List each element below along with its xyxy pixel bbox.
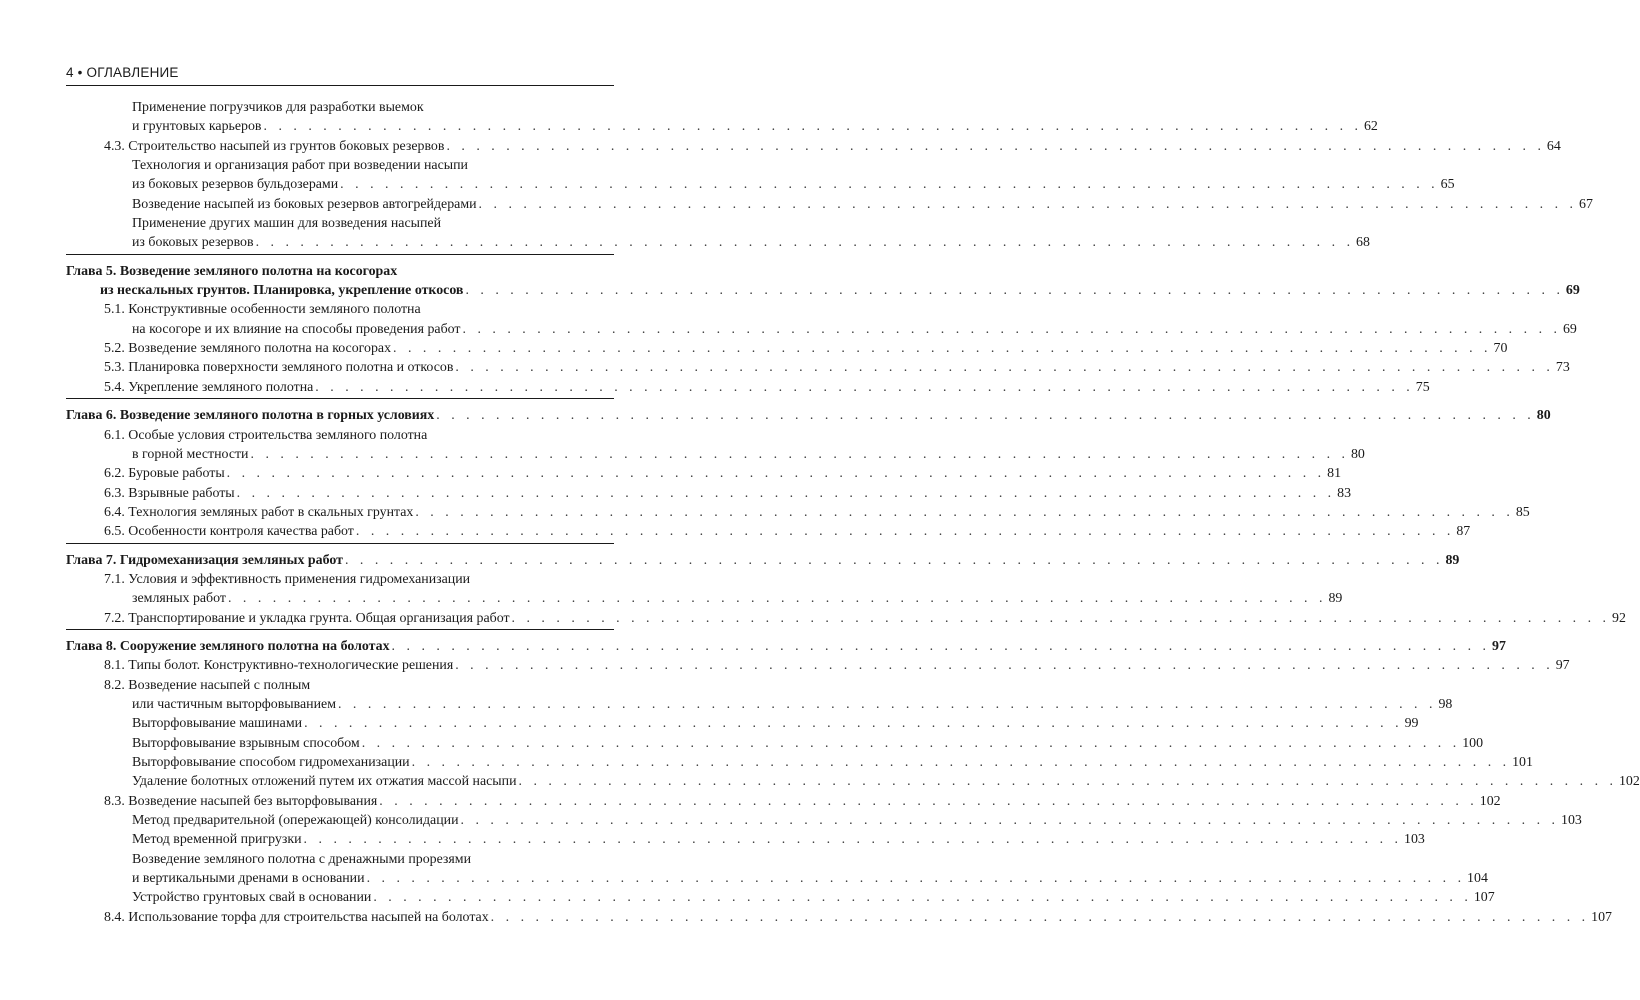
toc-entry: в горной местности . . . . . . . . . . . . . . . . . . . . . . . . . . . . . . . . . . . . . . . . . . . . . . . . . . . . . . . . . . . . . . . . . . . . . . . . . . 80 <box>66 445 614 464</box>
toc-entry: Метод временной пригрузки . . . . . . . . . . . . . . . . . . . . . . . . . . . . . . . . . . . . . . . . . . . . . . . . . . . . . . . . . . . . . . . . . . . . . . . . . . 103 <box>66 830 614 849</box>
leader-dots: . . . . . . . . . . . . . . . . . . . . . . . . . . . . . . . . . . . . . . . . . . . . . . . . . . . . . . . . . . . . . . . . . . . . . . . . . . <box>446 138 1545 154</box>
toc-entry: 6.1. Особые условия строительства земляного полотна <box>104 427 428 443</box>
chapter-separator <box>66 629 614 637</box>
chapter-heading: Глава 5. Возведение земляного полотна на косогорах <box>66 263 398 279</box>
toc-entry: Удаление болотных отложений путем их отжатия массой насыпи . . . . . . . . . . . . . . . . . . . . . . . . . . . . . . . . . . . . . . . . . . . . . . . . . . . . . . . . . . . . . . . . . . . . . . . . . . 102 <box>66 772 614 791</box>
leader-dots: . . . . . . . . . . . . . . . . . . . . . . . . . . . . . . . . . . . . . . . . . . . . . . . . . . . . . . . . . . . . . . . . . . . . . . . . . . <box>391 638 1491 654</box>
chapter-heading: Глава 8. Сооружение земляного полотна на болотах . . . . . . . . . . . . . . . . . . . . . . . . . . . . . . . . . . . . . . . . . . . . . . . . . . . . . . . . . . . . . . . . . . . . . . . . . . 97 <box>66 637 614 656</box>
page-number: 69 <box>1562 321 1577 337</box>
page-number: 104 <box>1467 871 1488 887</box>
header-rule <box>66 85 614 86</box>
running-head: 4 • ОГЛАВЛЕНИЕ <box>66 65 179 80</box>
page-number: 75 <box>1415 379 1430 395</box>
toc-entry: 5.4. Укрепление земляного полотна . . . . . . . . . . . . . . . . . . . . . . . . . . . . . . . . . . . . . . . . . . . . . . . . . . . . . . . . . . . . . . . . . . . . . . . . . . 75 <box>66 378 614 397</box>
chapter-heading: Глава 7. Гидромеханизация земляных работ . . . . . . . . . . . . . . . . . . . . . . . . . . . . . . . . . . . . . . . . . . . . . . . . . . . . . . . . . . . . . . . . . . . . . . . . . . 89 <box>66 551 614 570</box>
page-number: 73 <box>1555 360 1570 376</box>
page-number: 69 <box>1565 283 1580 299</box>
toc-entry: и вертикальными дренами в основании . . . . . . . . . . . . . . . . . . . . . . . . . . . . . . . . . . . . . . . . . . . . . . . . . . . . . . . . . . . . . . . . . . . . . . . . . . 104 <box>66 869 614 888</box>
chapter-heading: Глава 6. Возведение земляного полотна в горных условиях . . . . . . . . . . . . . . . . . . . . . . . . . . . . . . . . . . . . . . . . . . . . . . . . . . . . . . . . . . . . . . . . . . . . . . . . . . 80 <box>66 406 614 425</box>
page-header <box>66 64 614 86</box>
toc-entry: 5.1. Конструктивные особенности земляного полотна <box>104 302 421 318</box>
toc-entry: Устройство грунтовых свай в основании . . . . . . . . . . . . . . . . . . . . . . . . . . . . . . . . . . . . . . . . . . . . . . . . . . . . . . . . . . . . . . . . . . . . . . . . . . 107 <box>66 888 614 907</box>
page-number: 100 <box>1462 735 1484 751</box>
leader-dots: . . . . . . . . . . . . . . . . . . . . . . . . . . . . . . . . . . . . . . . . . . . . . . . . . . . . . . . . . . . . . . . . . . . . . . . . . . <box>415 504 1514 520</box>
page-number: 101 <box>1512 755 1533 770</box>
toc-entry: 6.5. Особенности контроля качества работ . . . . . . . . . . . . . . . . . . . . . . . . . . . . . . . . . . . . . . . . . . . . . . . . . . . . . . . . . . . . . . . . . . . . . . . . . . 87 <box>66 522 614 541</box>
leader-dots: . . . . . . . . . . . . . . . . . . . . . . . . . . . . . . . . . . . . . . . . . . . . . . . . . . . . . . . . . . . . . . . . . . . . . . . . . . <box>490 909 1590 925</box>
leader-dots: . . . . . . . . . . . . . . . . . . . . . . . . . . . . . . . . . . . . . . . . . . . . . . . . . . . . . . . . . . . . . . . . . . . . . . . . . . <box>344 552 1444 568</box>
leader-dots: . . . . . . . . . . . . . . . . . . . . . . . . . . . . . . . . . . . . . . . . . . . . . . . . . . . . . . . . . . . . . . . . . . . . . . . . . . <box>462 321 1561 337</box>
leader-dots: . . . . . . . . . . . . . . . . . . . . . . . . . . . . . . . . . . . . . . . . . . . . . . . . . . . . . . . . . . . . . . . . . . . . . . . . . . <box>226 466 1326 482</box>
toc-entry: 4.3. Строительство насыпей из грунтов боковых резервов . . . . . . . . . . . . . . . . . . . . . . . . . . . . . . . . . . . . . . . . . . . . . . . . . . . . . . . . . . . . . . . . . . . . . . . . . . 64 <box>66 137 614 156</box>
page-number: 99 <box>1404 716 1419 732</box>
page-number: 67 <box>1579 196 1593 212</box>
page-number: 97 <box>1492 638 1506 654</box>
page-number: 97 <box>1555 658 1570 674</box>
page-number: 80 <box>1350 446 1365 462</box>
toc-entry: 6.3. Взрывные работы . . . . . . . . . . . . . . . . . . . . . . . . . . . . . . . . . . . . . . . . . . . . . . . . . . . . . . . . . . . . . . . . . . . . . . . . . . 83 <box>66 484 614 503</box>
toc-entry: Применение погрузчиков для разработки выемок <box>132 100 424 115</box>
leader-dots: . . . . . . . . . . . . . . . . . . . . . . . . . . . . . . . . . . . . . . . . . . . . . . . . . . . . . . . . . . . . . . . . . . . . . . . . . . <box>373 890 1472 906</box>
chapter-separator <box>66 398 614 406</box>
leader-dots: . . . . . . . . . . . . . . . . . . . . . . . . . . . . . . . . . . . . . . . . . . . . . . . . . . . . . . . . . . . . . . . . . . . . . . . . . . <box>361 735 1461 751</box>
leader-dots: . . . . . . . . . . . . . . . . . . . . . . . . . . . . . . . . . . . . . . . . . . . . . . . . . . . . . . . . . . . . . . . . . . . . . . . . . . <box>355 524 1455 540</box>
leader-dots: . . . . . . . . . . . . . . . . . . . . . . . . . . . . . . . . . . . . . . . . . . . . . . . . . . . . . . . . . . . . . . . . . . . . . . . . . . <box>340 177 1439 193</box>
page-number: 102 <box>1618 774 1640 790</box>
toc-entry: 5.2. Возведение земляного полотна на косогорах . . . . . . . . . . . . . . . . . . . . . . . . . . . . . . . . . . . . . . . . . . . . . . . . . . . . . . . . . . . . . . . . . . . . . . . . . . 70 <box>66 339 614 358</box>
toc-entry: земляных работ . . . . . . . . . . . . . . . . . . . . . . . . . . . . . . . . . . . . . . . . . . . . . . . . . . . . . . . . . . . . . . . . . . . . . . . . . . 89 <box>66 589 614 608</box>
leader-dots: . . . . . . . . . . . . . . . . . . . . . . . . . . . . . . . . . . . . . . . . . . . . . . . . . . . . . . . . . . . . . . . . . . . . . . . . . . <box>255 235 1355 251</box>
leader-dots: . . . . . . . . . . . . . . . . . . . . . . . . . . . . . . . . . . . . . . . . . . . . . . . . . . . . . . . . . . . . . . . . . . . . . . . . . . <box>436 408 1535 424</box>
leader-dots: . . . . . . . . . . . . . . . . . . . . . . . . . . . . . . . . . . . . . . . . . . . . . . . . . . . . . . . . . . . . . . . . . . . . . . . . . . <box>455 658 1554 674</box>
page-number: 62 <box>1363 119 1378 135</box>
toc-entry: 7.2. Транспортирование и укладка грунта. Общая организация работ . . . . . . . . . . . . . . . . . . . . . . . . . . . . . . . . . . . . . . . . . . . . . . . . . . . . . . . . . . . . . . . . . . . . . . . . . . 92 <box>66 609 614 628</box>
toc-entry: 6.4. Технология земляных работ в скальных грунтах . . . . . . . . . . . . . . . . . . . . . . . . . . . . . . . . . . . . . . . . . . . . . . . . . . . . . . . . . . . . . . . . . . . . . . . . . . 85 <box>66 503 614 522</box>
page-number: 64 <box>1546 138 1561 154</box>
chapter-separator <box>66 543 614 551</box>
page-number: 83 <box>1337 485 1352 501</box>
toc-entry: Выторфовывание машинами . . . . . . . . . . . . . . . . . . . . . . . . . . . . . . . . . . . . . . . . . . . . . . . . . . . . . . . . . . . . . . . . . . . . . . . . . . 99 <box>66 714 614 733</box>
toc-entry: Технология и организация работ при возведении насыпи <box>132 158 468 174</box>
leader-dots: . . . . . . . . . . . . . . . . . . . . . . . . . . . . . . . . . . . . . . . . . . . . . . . . . . . . . . . . . . . . . . . . . . . . . . . . . . <box>518 774 1617 790</box>
page-number: 103 <box>1404 832 1425 848</box>
toc-entry: 8.3. Возведение насыпей без выторфовывания . . . . . . . . . . . . . . . . . . . . . . . . . . . . . . . . . . . . . . . . . . . . . . . . . . . . . . . . . . . . . . . . . . . . . . . . . . 102 <box>66 792 614 811</box>
toc-entry: Метод предварительной (опережающей) консолидации . . . . . . . . . . . . . . . . . . . . . . . . . . . . . . . . . . . . . . . . . . . . . . . . . . . . . . . . . . . . . . . . . . . . . . . . . . 103 <box>66 811 614 830</box>
leader-dots: . . . . . . . . . . . . . . . . . . . . . . . . . . . . . . . . . . . . . . . . . . . . . . . . . . . . . . . . . . . . . . . . . . . . . . . . . . <box>460 813 1559 829</box>
toc-entry: 8.1. Типы болот. Конструктивно-технологические решения . . . . . . . . . . . . . . . . . . . . . . . . . . . . . . . . . . . . . . . . . . . . . . . . . . . . . . . . . . . . . . . . . . . . . . . . . . 97 <box>66 656 614 675</box>
leader-dots: . . . . . . . . . . . . . . . . . . . . . . . . . . . . . . . . . . . . . . . . . . . . . . . . . . . . . . . . . . . . . . . . . . . . . . . . . . <box>465 283 1564 299</box>
leader-dots: . . . . . . . . . . . . . . . . . . . . . . . . . . . . . . . . . . . . . . . . . . . . . . . . . . . . . . . . . . . . . . . . . . . . . . . . . . <box>315 379 1414 395</box>
leader-dots: . . . . . . . . . . . . . . . . . . . . . . . . . . . . . . . . . . . . . . . . . . . . . . . . . . . . . . . . . . . . . . . . . . . . . . . . . . <box>455 360 1554 376</box>
toc-entry: Возведение земляного полотна с дренажными прорезями <box>132 851 472 867</box>
page-number: 81 <box>1327 466 1342 482</box>
toc-entry: 8.2. Возведение насыпей с полным <box>104 677 311 693</box>
page-number: 68 <box>1356 235 1370 251</box>
toc-entry: Выторфовывание взрывным способом . . . . . . . . . . . . . . . . . . . . . . . . . . . . . . . . . . . . . . . . . . . . . . . . . . . . . . . . . . . . . . . . . . . . . . . . . . 100 <box>66 734 614 753</box>
toc-entry: из боковых резервов . . . . . . . . . . . . . . . . . . . . . . . . . . . . . . . . . . . . . . . . . . . . . . . . . . . . . . . . . . . . . . . . . . . . . . . . . . 68 <box>66 233 614 252</box>
toc-entry: 8.4. Использование торфа для строительства насыпей на болотах . . . . . . . . . . . . . . . . . . . . . . . . . . . . . . . . . . . . . . . . . . . . . . . . . . . . . . . . . . . . . . . . . . . . . . . . . . 107 <box>66 908 614 927</box>
leader-dots: . . . . . . . . . . . . . . . . . . . . . . . . . . . . . . . . . . . . . . . . . . . . . . . . . . . . . . . . . . . . . . . . . . . . . . . . . . <box>379 793 1478 809</box>
toc-entry: Возведение насыпей из боковых резервов автогрейдерами . . . . . . . . . . . . . . . . . . . . . . . . . . . . . . . . . . . . . . . . . . . . . . . . . . . . . . . . . . . . . . . . . . . . . . . . . . 67 <box>66 195 614 214</box>
toc-entry: или частичным выторфовыванием . . . . . . . . . . . . . . . . . . . . . . . . . . . . . . . . . . . . . . . . . . . . . . . . . . . . . . . . . . . . . . . . . . . . . . . . . . 98 <box>66 695 614 714</box>
leader-dots: . . . . . . . . . . . . . . . . . . . . . . . . . . . . . . . . . . . . . . . . . . . . . . . . . . . . . . . . . . . . . . . . . . . . . . . . . . <box>303 832 1403 848</box>
leader-dots: . . . . . . . . . . . . . . . . . . . . . . . . . . . . . . . . . . . . . . . . . . . . . . . . . . . . . . . . . . . . . . . . . . . . . . . . . . <box>236 485 1336 501</box>
table-of-contents <box>66 98 1640 927</box>
toc-entry: 6.2. Буровые работы . . . . . . . . . . . . . . . . . . . . . . . . . . . . . . . . . . . . . . . . . . . . . . . . . . . . . . . . . . . . . . . . . . . . . . . . . . 81 <box>66 464 614 483</box>
toc-entry: 7.1. Условия и эффективность применения гидромеханизации <box>104 571 471 587</box>
page-number: 65 <box>1440 177 1455 193</box>
page-number: 107 <box>1591 909 1612 925</box>
leader-dots: . . . . . . . . . . . . . . . . . . . . . . . . . . . . . . . . . . . . . . . . . . . . . . . . . . . . . . . . . . . . . . . . . . . . . . . . . . <box>366 871 1466 887</box>
toc-entry: Применение других машин для возведения насыпей <box>132 216 441 232</box>
page-number: 89 <box>1445 552 1460 568</box>
toc-entry: Выторфовывание способом гидромеханизации . . . . . . . . . . . . . . . . . . . . . . . . . . . . . . . . . . . . . . . . . . . . . . . . . . . . . . . . . . . . . . . . . . . . . . . . . . 101 <box>66 753 614 772</box>
chapter-separator <box>66 254 614 262</box>
leader-dots: . . . . . . . . . . . . . . . . . . . . . . . . . . . . . . . . . . . . . . . . . . . . . . . . . . . . . . . . . . . . . . . . . . . . . . . . . . <box>478 196 1578 212</box>
page-number: 87 <box>1456 524 1471 540</box>
page-number: 70 <box>1493 341 1508 357</box>
page-number: 102 <box>1479 793 1501 809</box>
leader-dots: . . . . . . . . . . . . . . . . . . . . . . . . . . . . . . . . . . . . . . . . . . . . . . . . . . . . . . . . . . . . . . . . . . . . . . . . . . <box>227 591 1327 607</box>
leader-dots: . . . . . . . . . . . . . . . . . . . . . . . . . . . . . . . . . . . . . . . . . . . . . . . . . . . . . . . . . . . . . . . . . . . . . . . . . . <box>304 716 1403 732</box>
page-number: 92 <box>1612 610 1626 626</box>
page-number: 85 <box>1515 504 1530 520</box>
chapter-heading: из нескальных грунтов. Планировка, укрепление откосов . . . . . . . . . . . . . . . . . . . . . . . . . . . . . . . . . . . . . . . . . . . . . . . . . . . . . . . . . . . . . . . . . . . . . . . . . . 69 <box>66 281 614 300</box>
leader-dots: . . . . . . . . . . . . . . . . . . . . . . . . . . . . . . . . . . . . . . . . . . . . . . . . . . . . . . . . . . . . . . . . . . . . . . . . . . <box>263 119 1362 135</box>
toc-entry: из боковых резервов бульдозерами . . . . . . . . . . . . . . . . . . . . . . . . . . . . . . . . . . . . . . . . . . . . . . . . . . . . . . . . . . . . . . . . . . . . . . . . . . 65 <box>66 175 614 194</box>
page-number: 80 <box>1536 408 1551 424</box>
page-number: 89 <box>1328 591 1343 607</box>
leader-dots: . . . . . . . . . . . . . . . . . . . . . . . . . . . . . . . . . . . . . . . . . . . . . . . . . . . . . . . . . . . . . . . . . . . . . . . . . . <box>393 341 1492 357</box>
leader-dots: . . . . . . . . . . . . . . . . . . . . . . . . . . . . . . . . . . . . . . . . . . . . . . . . . . . . . . . . . . . . . . . . . . . . . . . . . . <box>250 446 1349 462</box>
leader-dots: . . . . . . . . . . . . . . . . . . . . . . . . . . . . . . . . . . . . . . . . . . . . . . . . . . . . . . . . . . . . . . . . . . . . . . . . . . <box>511 610 1611 626</box>
toc-entry: и грунтовых карьеров . . . . . . . . . . . . . . . . . . . . . . . . . . . . . . . . . . . . . . . . . . . . . . . . . . . . . . . . . . . . . . . . . . . . . . . . . . 62 <box>66 117 614 136</box>
page-number: 107 <box>1473 890 1495 906</box>
leader-dots: . . . . . . . . . . . . . . . . . . . . . . . . . . . . . . . . . . . . . . . . . . . . . . . . . . . . . . . . . . . . . . . . . . . . . . . . . . <box>337 696 1437 712</box>
page-number: 98 <box>1438 696 1453 712</box>
leader-dots: . . . . . . . . . . . . . . . . . . . . . . . . . . . . . . . . . . . . . . . . . . . . . . . . . . . . . . . . . . . . . . . . . . . . . . . . . . <box>411 755 1511 770</box>
toc-entry: 5.3. Планировка поверхности земляного полотна и откосов . . . . . . . . . . . . . . . . . . . . . . . . . . . . . . . . . . . . . . . . . . . . . . . . . . . . . . . . . . . . . . . . . . . . . . . . . . 73 <box>66 358 614 377</box>
page-number: 103 <box>1561 813 1582 829</box>
toc-entry: на косогоре и их влияние на способы проведения работ . . . . . . . . . . . . . . . . . . . . . . . . . . . . . . . . . . . . . . . . . . . . . . . . . . . . . . . . . . . . . . . . . . . . . . . . . . 69 <box>66 320 614 339</box>
